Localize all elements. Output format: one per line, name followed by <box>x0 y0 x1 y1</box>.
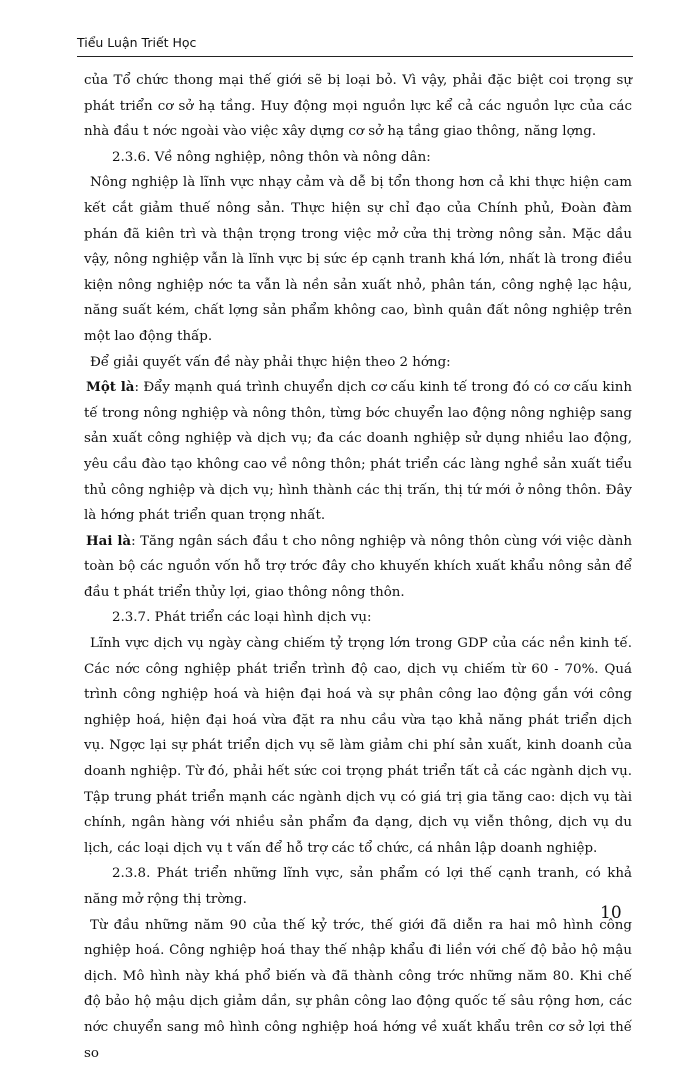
paragraph-infrastructure: của Tổ chức thong mại thế giới sẽ bị loại bỏ. Vì vậy, phải đặc biệt coi trọng sự phát triển cơ sở hạ tầng. Huy động mọi nguồn lực kể cả các nguồn lực của các nhà đầu t nớc ngoài vào việc xây dựng cơ sở hạ tầng giao thông, năng lợng. <box>84 73 632 140</box>
second-direction-lead: Hai là <box>86 532 132 549</box>
document-body <box>84 68 632 1066</box>
page-header <box>77 34 633 57</box>
paragraph-first-direction <box>84 375 632 529</box>
paragraph-second-direction <box>84 529 632 606</box>
paragraph-services: Lĩnh vực dịch vụ ngày càng chiếm tỷ trọng lớn trong GDP của các nền kinh tế. Các nớc công nghiệp phát triển trình độ cao, dịch vụ chiếm từ 60 - 70%. Quá trình công nghiệp hoá và hiện đại hoá và sự phân công lao động gắn với công nghiệp hoá, hiện đại hoá vừa đặt ra nhu cầu vừa tạo khả năng phát triển dịch vụ. Ngợc lại sự phát triển dịch vụ sẽ làm giảm chi phí sản xuất, kinh doanh của doanh nghiệp. Từ đó, phải hết sức coi trọng phát triển tất cả các ngành dịch vụ. Tập trung phát triển mạnh các ngành dịch vụ có giá trị gia tăng cao: dịch vụ tài chính, ngân hàng với nhiều sản phẩm đa dạng, dịch vụ viễn thông, dịch vụ du lịch, các loại dịch vụ t vấn để hỗ trợ các tổ chức, cá nhân lập doanh nghiệp. <box>84 636 632 856</box>
document-title: Tiểu Luận Triết Học <box>77 35 197 50</box>
heading-2-3-6: 2.3.6. Về nông nghiệp, nông thôn và nông dân: <box>112 149 431 165</box>
paragraph-industrialization: Từ đầu những năm 90 của thế kỷ trớc, thế giới đã diễn ra hai mô hình công nghiệp hoá. Công nghiệp hoá thay thế nhập khẩu đi liền với chế độ bảo hộ mậu dịch. Mô hình này khá phổ biến và đã thành công trớc những năm 80. Khi chế độ bảo hộ mậu dịch giảm dần, sự phân công lao động quốc tế sâu rộng hơn, các nớc chuyển sang mô hình công nghiệp hoá hớng về xuất khẩu trên cơ sở lợi thế so <box>84 917 632 1061</box>
paragraph-two-directions: Để giải quyết vấn đề này phải thực hiện theo 2 hớng: <box>90 354 451 370</box>
second-direction-text: : Tăng ngân sách đầu t cho nông nghiệp và nông thôn cùng với việc dành toàn bộ các nguồn vốn hỗ trợ trớc đây cho khuyến khích xuất khẩu nông sản để đầu t phát triển thủy lợi, giao thông nông thôn. <box>84 533 632 600</box>
page-number: 10 <box>600 903 622 923</box>
first-direction-text: : Đẩy mạnh quá trình chuyển dịch cơ cấu kinh tế trong đó có cơ cấu kinh tế trong nông nghiệp và nông thôn, từng bớc chuyển lao động nông nghiệp sang sản xuất công nghiệp và dịch vụ; đa các doanh nghiệp sử dụng nhiều lao động, yêu cầu đào tạo không cao về nông thôn; phát triển các làng nghề sản xuất tiểu thủ công nghiệp và dịch vụ; hình thành các thị trấn, thị tứ mới ở nông thôn. Đây là hớng phát triển quan trọng nhất. <box>84 380 632 524</box>
heading-2-3-8: 2.3.8. Phát triển những lĩnh vực, sản phẩm có lợi thế cạnh tranh, có khả năng mở rộng thị trờng. <box>84 866 632 907</box>
paragraph-agriculture: Nông nghiệp là lĩnh vực nhạy cảm và dễ bị tổn thong hơn cả khi thực hiện cam kết cắt giảm thuế nông sản. Thực hiện sự chỉ đạo của Chính phủ, Đoàn đàm phán đã kiên trì và thận trọng trong việc mở cửa thị trờng nông sản. Mặc dầu vậy, nông nghiệp vẫn là lĩnh vực bị sức ép cạnh tranh khá lớn, nhất là trong điều kiện nông nghiệp nớc ta vẫn là nền sản xuất nhỏ, phân tán, công nghệ lạc hậu, năng suất kém, chất lợng sản phẩm không cao, bình quân đất nông nghiệp trên một lao động thấp. <box>84 175 632 344</box>
first-direction-lead: Một là <box>86 379 135 396</box>
heading-2-3-7: 2.3.7. Phát triển các loại hình dịch vụ: <box>112 610 372 626</box>
